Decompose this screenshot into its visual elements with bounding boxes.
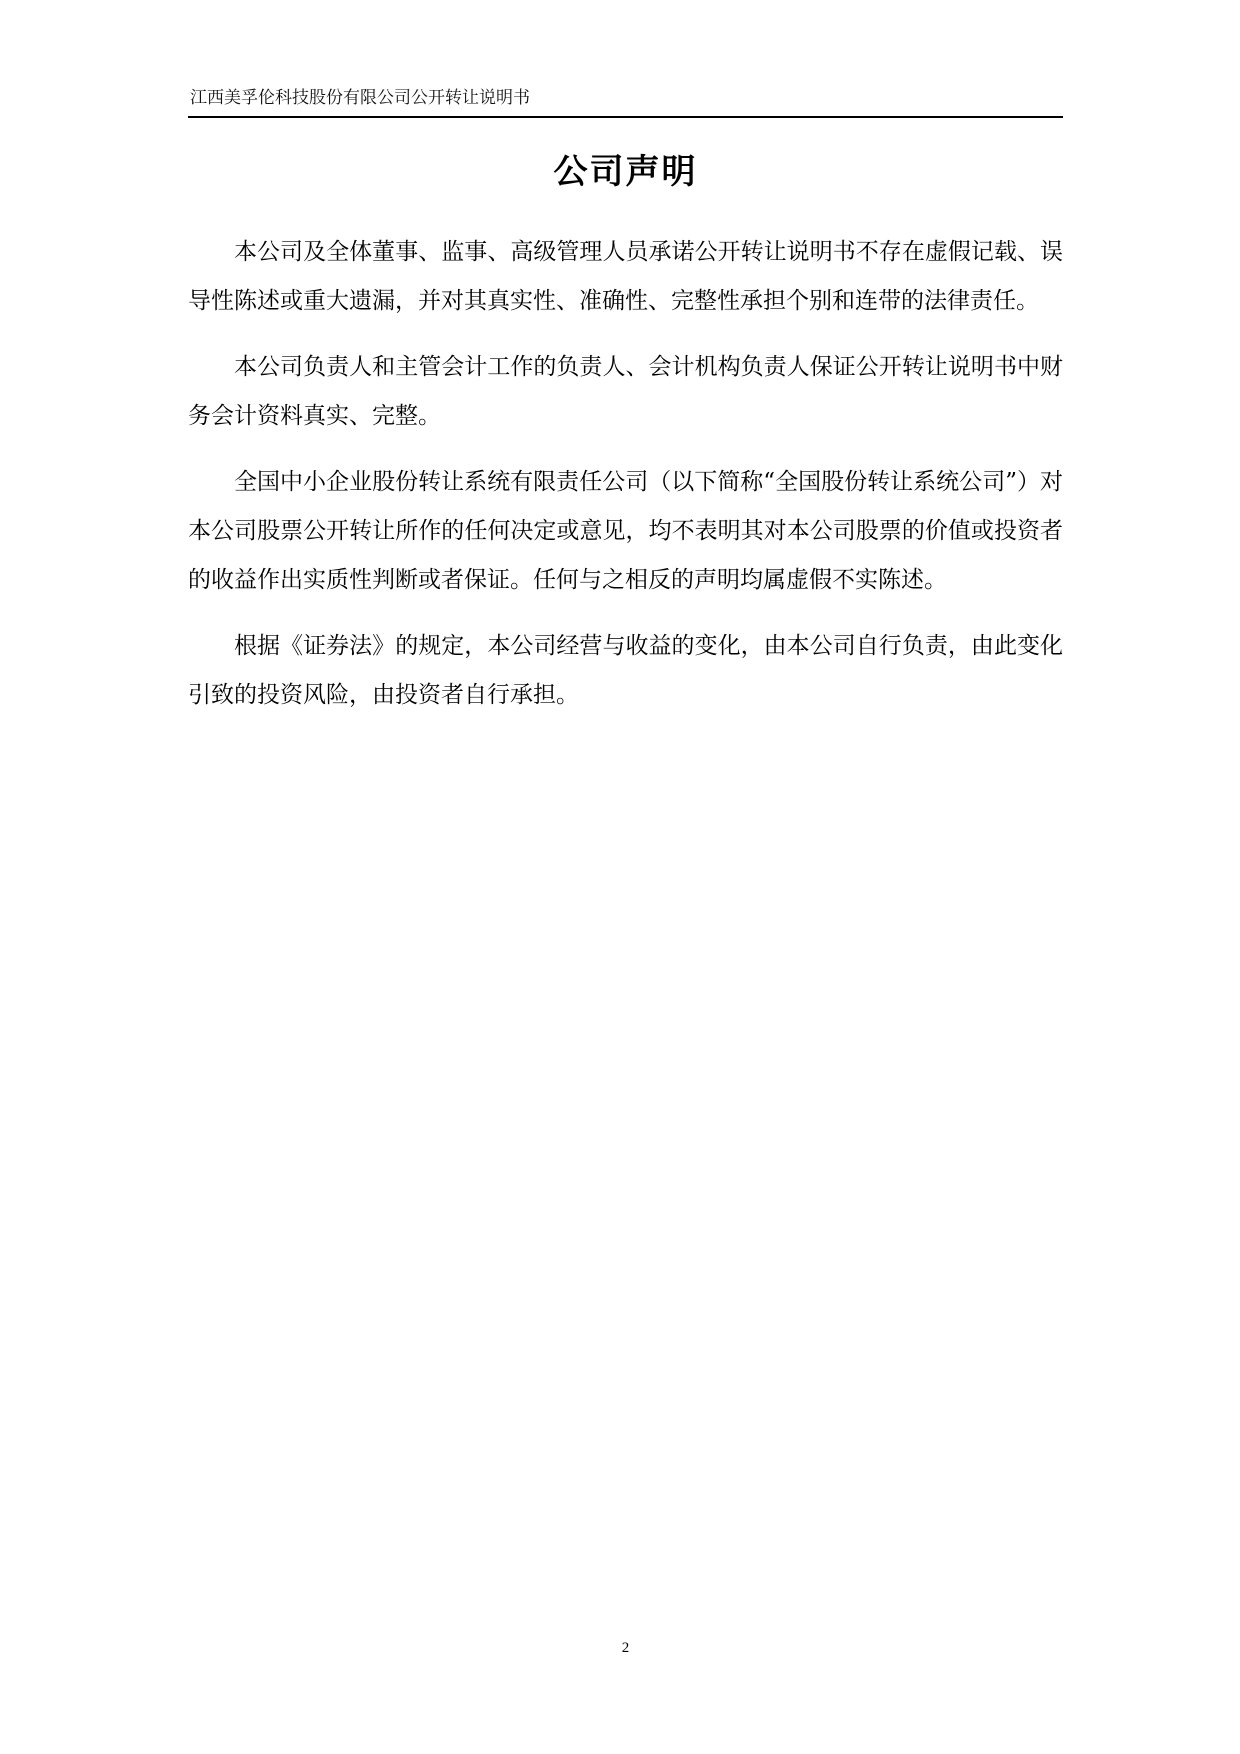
- page-title: 公司声明: [553, 152, 698, 192]
- page-number: 2: [621, 1640, 630, 1656]
- paragraph-system-disclaimer: 全国中小企业股份转让系统有限责任公司（以下简称“全国股份转让系统公司”）对本公司股票公开转让所作的任何决定或意见，均不表明其对本公司股票的价值或投资者的收益作出实质性判断或者保证。任何与之相反的声明均属虚假不实陈述。: [188, 469, 1063, 593]
- paragraph-securities-law: 根据《证券法》的规定，本公司经营与收益的变化，由本公司自行负责，由此变化引致的投资风险，由投资者自行承担。: [188, 633, 1063, 708]
- paragraph-directors-commitment: 本公司及全体董事、监事、高级管理人员承诺公开转让说明书不存在虚假记载、误导性陈述或重大遗漏，并对其真实性、准确性、完整性承担个别和连带的法律责任。: [188, 239, 1063, 314]
- body-content: [188, 228, 1063, 737]
- page-header: [188, 86, 1063, 118]
- paragraph-financial-guarantee: 本公司负责人和主管会计工作的负责人、会计机构负责人保证公开转让说明书中财务会计资料真实、完整。: [188, 354, 1063, 429]
- header-title: 江西美孚伦科技股份有限公司公开转让说明书: [190, 88, 530, 108]
